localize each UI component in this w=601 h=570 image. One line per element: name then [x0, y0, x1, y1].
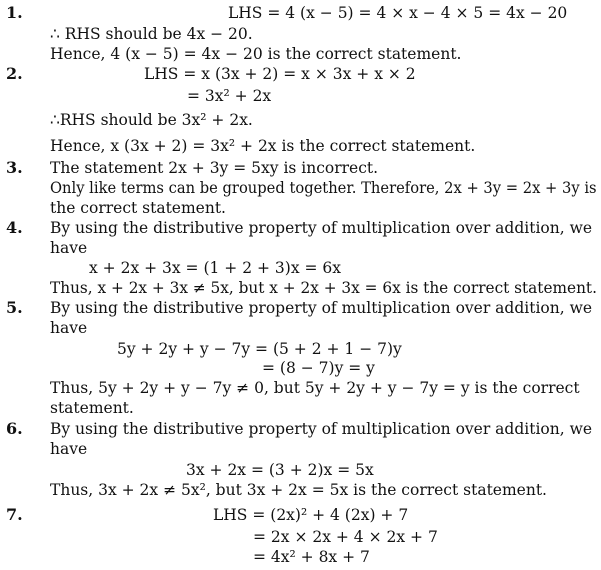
solution-line: 3x + 2x = (3 + 2)x = 5x [186, 461, 374, 479]
solution-line: LHS = x (3x + 2) = x × 3x + x × 2 [144, 65, 416, 83]
solution-line: By using the distributive property of multiplication over addition, we [50, 219, 593, 237]
solution-line: have [50, 440, 88, 458]
solution-line: ∴ RHS should be 4x − 20. [50, 25, 253, 43]
item-number-4: 4. [6, 218, 23, 237]
solution-line: 5y + 2y + y − 7y = (5 + 2 + 1 − 7)y [117, 340, 402, 358]
solution-line: The statement 2x + 3y = 5xy is incorrect. [50, 159, 379, 177]
solution-line: Thus, 5y + 2y + y − 7y ≠ 0, but 5y + 2y + y − 7y = y is the correct [50, 379, 580, 397]
item-number-2: 2. [6, 64, 23, 83]
solution-line: By using the distributive property of multiplication over addition, we [50, 420, 593, 438]
solution-line: the correct statement. [50, 199, 226, 217]
solution-line: Thus, x + 2x + 3x ≠ 5x, but x + 2x + 3x = 6x is the correct statement. [50, 279, 597, 297]
solution-line: By using the distributive property of multiplication over addition, we [50, 299, 593, 317]
item-number-1: 1. [6, 3, 23, 22]
item-number-3: 3. [6, 158, 23, 177]
solution-line: have [50, 239, 88, 257]
solution-line: Thus, 3x + 2x ≠ 5x², but 3x + 2x = 5x is the correct statement. [50, 481, 547, 499]
solution-line: = (8 − 7)y = y [262, 359, 375, 377]
solution-line: Hence, x (3x + 2) = 3x² + 2x is the correct statement. [50, 137, 476, 155]
solution-line: = 2x × 2x + 4 × 2x + 7 [253, 528, 438, 546]
solution-line: Hence, 4 (x − 5) = 4x − 20 is the correct statement. [50, 45, 462, 63]
solution-line: x + 2x + 3x = (1 + 2 + 3)x = 6x [89, 259, 342, 277]
solution-line: = 3x² + 2x [187, 87, 272, 105]
item-number-7: 7. [6, 505, 23, 524]
solution-line: statement. [50, 399, 134, 417]
solution-line: have [50, 319, 88, 337]
solution-line: LHS = (2x)² + 4 (2x) + 7 [213, 506, 409, 524]
solution-line: ∴RHS should be 3x² + 2x. [50, 111, 253, 129]
item-number-6: 6. [6, 419, 23, 438]
solution-line: = 4x² + 8x + 7 [253, 548, 370, 566]
solution-line: LHS = 4 (x − 5) = 4 × x − 4 × 5 = 4x − 20 [228, 4, 568, 22]
item-number-5: 5. [6, 298, 23, 317]
solution-line: Only like terms can be grouped together. Therefore, 2x + 3y = 2x + 3y is [50, 179, 597, 197]
